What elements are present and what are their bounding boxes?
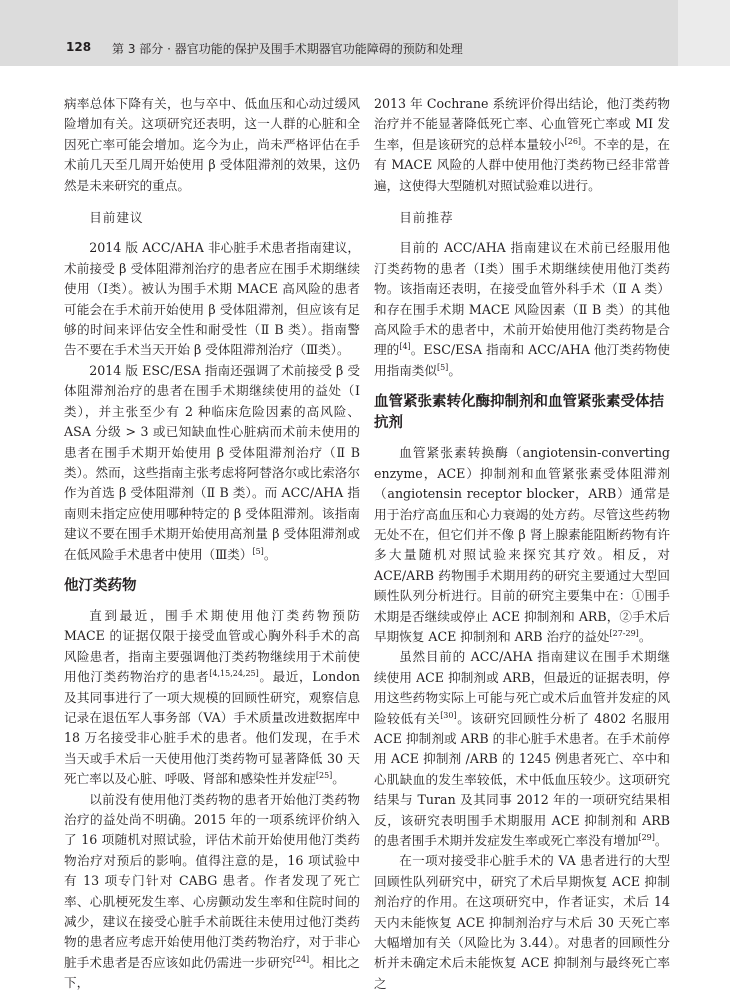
paragraph: 直到最近，围手术期使用他汀类药物预防 MACE 的证据仅限于接受血管或心胸外科手术的高风险患者，指南主要强调他汀类药物继续用于术前使用他汀类药物治疗的患者[4,15,24,25]。最近，London 及其同事进行了一项大规模的回顾性研究，观察信息记录在退伍军人事务部（VA）手术质量改进数据库中 18 万名接受非心脏手术的患者。他们发现，在手术当天或手术后一天使用他汀类药物可显著降低 30 天死亡率以及心脏、呼吸、肾部和感染性并发症[25]。 <box>64 607 361 787</box>
paragraph: 以前没有使用他汀类药物的患者开始他汀类药物治疗的益处尚不明确。2015 年的一项系统评价纳入了 16 项随机对照试验，评估术前开始使用他汀类药物治疗对预后的影响。值得注意的是，16 项试验中有 13 项专门针对 CABG 患者。作者发现了死亡率、心肌梗死发生率、心房颤动发生率和住院时间的减少，建议在接受心脏手术前既往未使用过他汀类药物的患者应考虑开始使用他汀类药物治疗，对于非心脏手术患者是否应该如此仍需进一步研究[24]。相比之下， <box>64 791 361 991</box>
paragraph: 目前的 ACC/AHA 指南建议在术前已经服用他汀类药物的患者（Ⅰ类）围手术期继续使用他汀类药物。该指南还表明，在接受血管外科手术（Ⅱ A 类）和存在围手术期 MACE 风险因素（Ⅱ B 类）的其他高风险手术的患者中，术前开始使用他汀类药物是合理的[4]。ESC/ESA 指南和 ACC/AHA 他汀类药物使用指南类似[5]。 <box>374 240 670 378</box>
paragraph: 在一项对接受非心脏手术的 VA 患者进行的大型回顾性队列研究中，研究了术后早期恢复 ACE 抑制剂治疗的作用。在这项研究中，作者证实，术后 14 天内未能恢复 ACE 抑制剂治疗与术后 30 天死亡率大幅增加有关（风险比为 3.44）。对患者的回顾性分析并未确定术后未能恢复 ACE 抑制剂与最终死亡率之 <box>374 853 670 991</box>
section-heading-ace-arb: 血管紧张素转化酶抑制剂和血管紧张素受体拮抗剂 <box>374 394 664 432</box>
paragraph: 虽然目前的 ACC/AHA 指南建议在围手术期继续使用 ACE 抑制剂或 ARB，但最近的证据表明，停用这些药物实际上可能与死亡或术后血管并发症的风险较低有关[30]。该研究回顾性分析了 4802 名服用 ACE 抑制剂或 ARB 的非心脏手术患者。在手术前停用 ACE 抑制剂 /ARB 的 1245 例患者死亡、卒中和心肌缺血的发生率较低，术中低血压较少。这项研究结果与 Turan 及其同事 2012 年的一项研究结果相反，该研究表明围手术期服用 ACE 抑制剂和 ARB 的患者围手术期并发症发生率或死亡率没有增加[29]。 <box>374 649 671 848</box>
citation: [24] <box>292 954 310 964</box>
citation: [27-29] <box>609 628 639 638</box>
left-column <box>64 94 360 994</box>
citation: [4,15,24,25] <box>209 668 259 678</box>
citation: [26] <box>564 136 582 146</box>
subheading-current-recommendations: 目前建议 <box>89 210 144 226</box>
citation: [25] <box>315 771 333 780</box>
subheading-current-recommendations: 目前推荐 <box>399 210 454 226</box>
citation: [5] <box>252 546 264 556</box>
right-column <box>374 94 670 994</box>
citation: [29] <box>638 832 655 842</box>
page-number: 128 <box>66 40 92 54</box>
page-header <box>0 0 730 66</box>
paragraph: 2014 版 ACC/AHA 非心脏手术患者指南建议，术前接受 β 受体阻滞剂治疗的患者应在围手术期继续使用（Ⅰ类）。被认为围手术期 MACE 高风险的患者可能会在手术前开始使用 β 受体阻滞剂，但应该有足够的时间来评估安全性和耐受性（Ⅱ B 类）。指南警告不要在手术当天开始 β 受体阻滞剂治疗（Ⅲ类）。 <box>64 240 360 358</box>
running-title: 第 3 部分 · 器官功能的保护及围手术期器官功能障碍的预防和处理 <box>112 42 463 56</box>
header-edge-tab <box>678 0 730 66</box>
paragraph: 2013 年 Cochrane 系统评价得出结论，他汀类药物治疗并不能显著降低死亡率、心血管死亡率或 MI 发生率，但是该研究的总样本量较小[26]。不幸的是，在有 MACE 风险的人群中使用他汀类药物已经非常普遍，这使得大型随机对照试验难以进行。 <box>374 96 671 193</box>
citation: [30] <box>440 710 457 720</box>
citation: [5] <box>436 362 449 372</box>
section-heading-statins: 他汀类药物 <box>64 577 137 594</box>
paragraph: 2014 版 ESC/ESA 指南还强调了术前接受 β 受体阻滞剂治疗的患者在围手术期继续使用的益处（Ⅰ类），并主张至少有 2 种临床危险因素的高风险、ASA 分级 > 3 或已知缺血性心脏病而术前未使用的患者在围手术期开始使用 β 受体阻滞剂治疗（Ⅱ B 类）。然而，这些指南主张考虑将阿替洛尔或比索洛尔作为首选 β 受体阻滞剂（Ⅱ B 类）。而 ACC/AHA 指南则未指定应使用哪种特定的 β 受体阻滞剂。该指南建议不要在围手术期开始使用高剂量 β 受体阻滞剂或在低风险手术患者中使用（Ⅲ类）[5]。 <box>64 362 360 562</box>
paragraph: 血管紧张素转换酶（angiotensin-converting enzyme，ACE）抑制剂和血管紧张素受体阻滞剂（angiotensin receptor blocker，ARB）通常是用于治疗高血压和心力衰竭的处方药。尽管这些药物无处不在，但它们并不像 β 肾上腺素能阻断药物有许多大量随机对照试验来探究其疗效。相反，对 ACE/ARB 药物围手术期用药的研究主要通过大型回顾性队列分析进行。目前的研究主要集中在：①围手术期是否继续或停止 ACE 抑制剂和 ARB，②手术后早期恢复 ACE 抑制剂和 ARB 治疗的益处[27-29]。 <box>374 445 670 644</box>
paragraph: 病率总体下降有关，也与卒中、低血压和心动过缓风险增加有关。这项研究还表明，这一人群的心脏和全因死亡率可能会增加。迄今为止，尚未严格评估在手术前几天至几周开始使用 β 受体阻滞剂的效果，这仍然是未来研究的重点。 <box>64 96 360 193</box>
citation: [4] <box>399 342 411 352</box>
